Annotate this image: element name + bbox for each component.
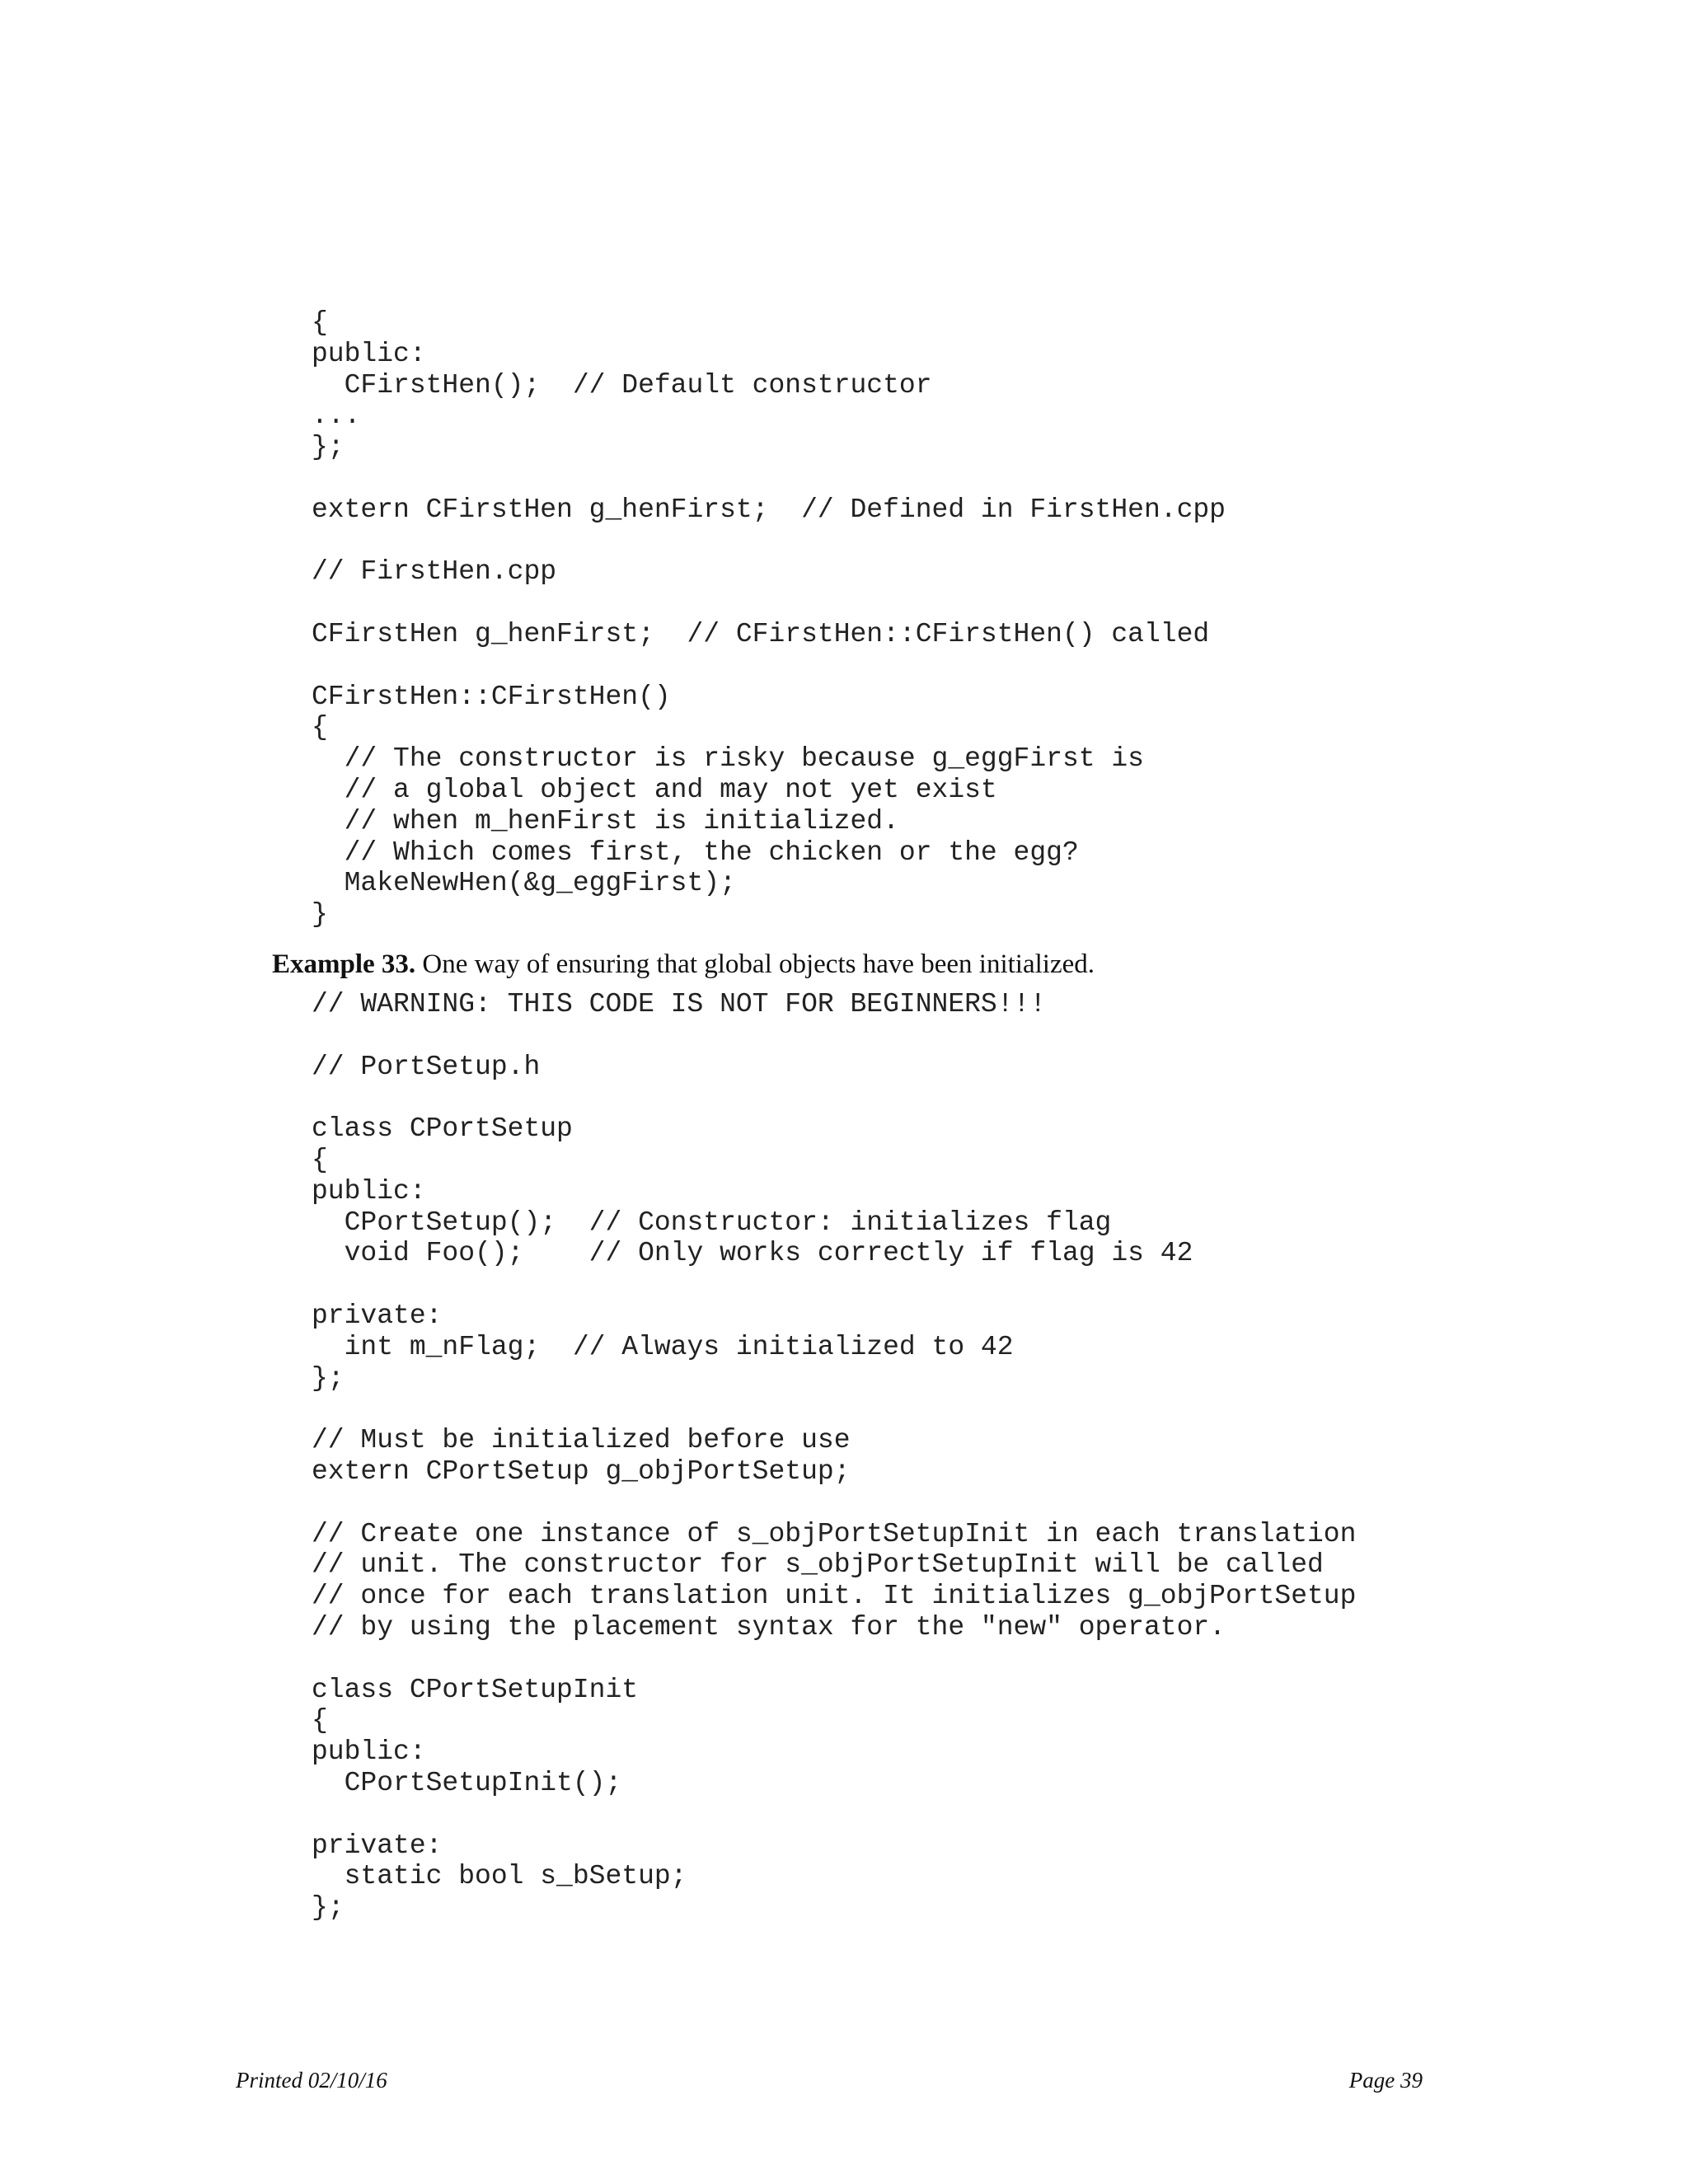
code-block-port-setup: // WARNING: THIS CODE IS NOT FOR BEGINNERS!!! // PortSetup.h class CPortSetup { public: CPortSetup(); // Constructor: initializes flag void Foo(); // Only works correctly if flag is 42 private: int m_nFlag; // Always initialized to 42 }; // Must be initialized before use extern CPortSetup g_objPortSetup; // Create one instance of s_objPortSetupInit in each translation // unit. The constructor for s_objPortSetupInit will be called // once for each translation unit. It initializes g_objPortSetup // by using the placement syntax for the "new" operator. class CPortSetupInit { public: CPortSetupInit(); private: static bool s_bSetup; }; <box>312 989 1357 1924</box>
example-caption-text: One way of ensuring that global objects have been initialized. <box>415 949 1095 979</box>
example-caption <box>272 948 1095 981</box>
code-block-first-hen: { public: CFirstHen(); // Default constructor ... }; extern CFirstHen g_henFirst; // Defined in FirstHen.cpp // FirstHen.cpp CFirstHen g_henFirst; // CFirstHen::CFirstHen() called CFirstHen::CFirstHen() { // The constructor is risky because g_eggFirst is // a global object and may not yet exist // when m_henFirst is initialized. // Which comes first, the chicken or the egg? MakeNewHen(&g_eggFirst); } <box>312 307 1226 930</box>
example-caption-label: Example 33. <box>272 949 416 979</box>
footer-printed-date: Printed 02/10/16 <box>236 2068 387 2093</box>
footer-page-number: Page 39 <box>1348 2068 1423 2093</box>
